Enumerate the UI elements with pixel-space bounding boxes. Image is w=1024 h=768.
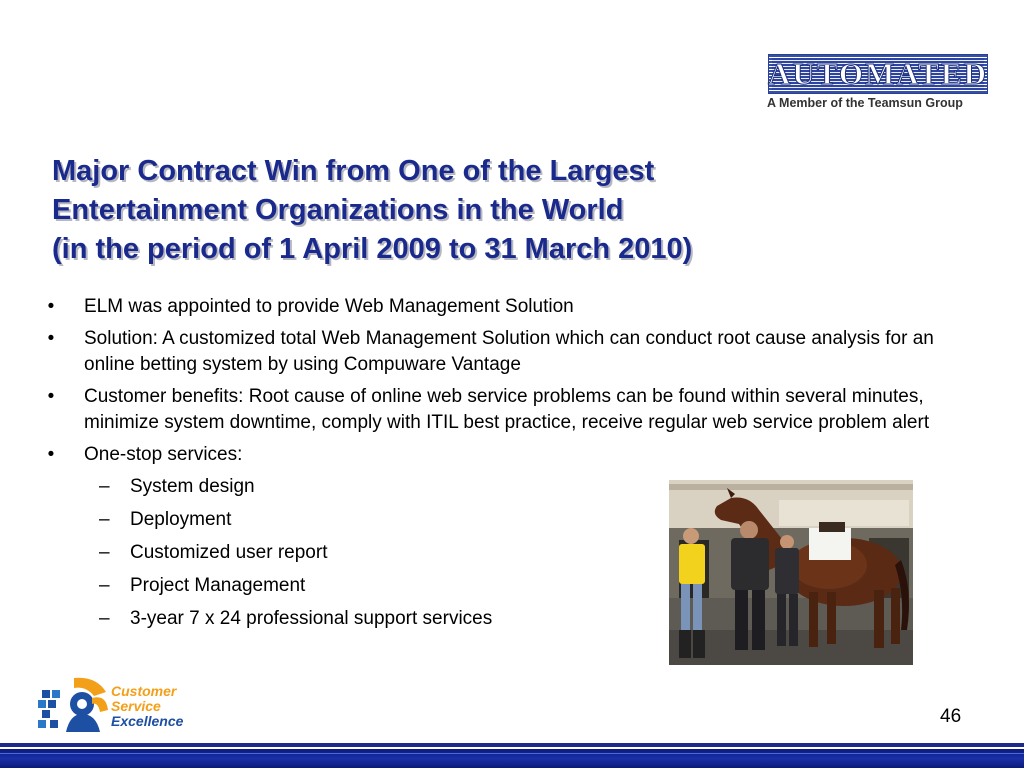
sub-bullet-text: 3-year 7 x 24 professional support services xyxy=(130,608,493,629)
bullet-marker: • xyxy=(47,386,55,407)
sub-bullet-marker: – xyxy=(99,542,110,563)
bullet-item xyxy=(44,384,974,436)
cse-logo-line-2: Service xyxy=(111,698,161,714)
bullet-item xyxy=(44,442,974,468)
sub-bullet-text: Project Management xyxy=(130,575,306,596)
logo-wordmark-box xyxy=(768,54,988,94)
bullet-item xyxy=(44,326,974,378)
horse-photo xyxy=(669,480,913,665)
cse-logo-text xyxy=(111,684,183,729)
bullet-item xyxy=(44,294,974,320)
slide-title-line-3: (in the period of 1 April 2009 to 31 March 2010) xyxy=(52,233,693,265)
cse-logo-line-3: Excellence xyxy=(111,713,184,729)
cse-emblem-icon xyxy=(38,678,108,732)
sub-bullet-text: Customized user report xyxy=(130,542,328,563)
bullet-text: Customer benefits: Root cause of online web service problems can be found within several minutes, minimize system downtime, comply with ITIL best practice, receive regular web service problem alert xyxy=(84,386,930,433)
sub-bullet-marker: – xyxy=(99,476,110,497)
sub-bullet-marker: – xyxy=(99,608,110,629)
bullet-marker: • xyxy=(47,296,55,317)
bullet-marker: • xyxy=(47,328,55,349)
company-logo xyxy=(766,52,988,114)
sub-bullet-text: System design xyxy=(130,476,255,497)
bullet-text: One-stop services: xyxy=(84,444,243,465)
slide-title-line-1: Major Contract Win from One of the Largest xyxy=(52,155,655,187)
cse-logo-line-1: Customer xyxy=(111,683,177,699)
footer-bar xyxy=(0,743,1024,768)
page-number: 46 xyxy=(940,706,962,727)
logo-wordmark: AUTOMATED xyxy=(767,56,989,91)
slide-title-line-2: Entertainment Organizations in the World xyxy=(52,194,624,226)
logo-tagline: A Member of the Teamsun Group xyxy=(767,96,963,110)
sub-bullet-marker: – xyxy=(99,509,110,530)
sub-bullet-marker: – xyxy=(99,575,110,596)
bullet-text: Solution: A customized total Web Management Solution which can conduct root cause analysis for an online betting system by using Compuware Vantage xyxy=(84,328,934,375)
bullet-marker: • xyxy=(47,444,55,465)
sub-bullet-text: Deployment xyxy=(130,509,232,530)
bullet-text: ELM was appointed to provide Web Management Solution xyxy=(84,296,574,317)
slide-title xyxy=(52,152,852,269)
